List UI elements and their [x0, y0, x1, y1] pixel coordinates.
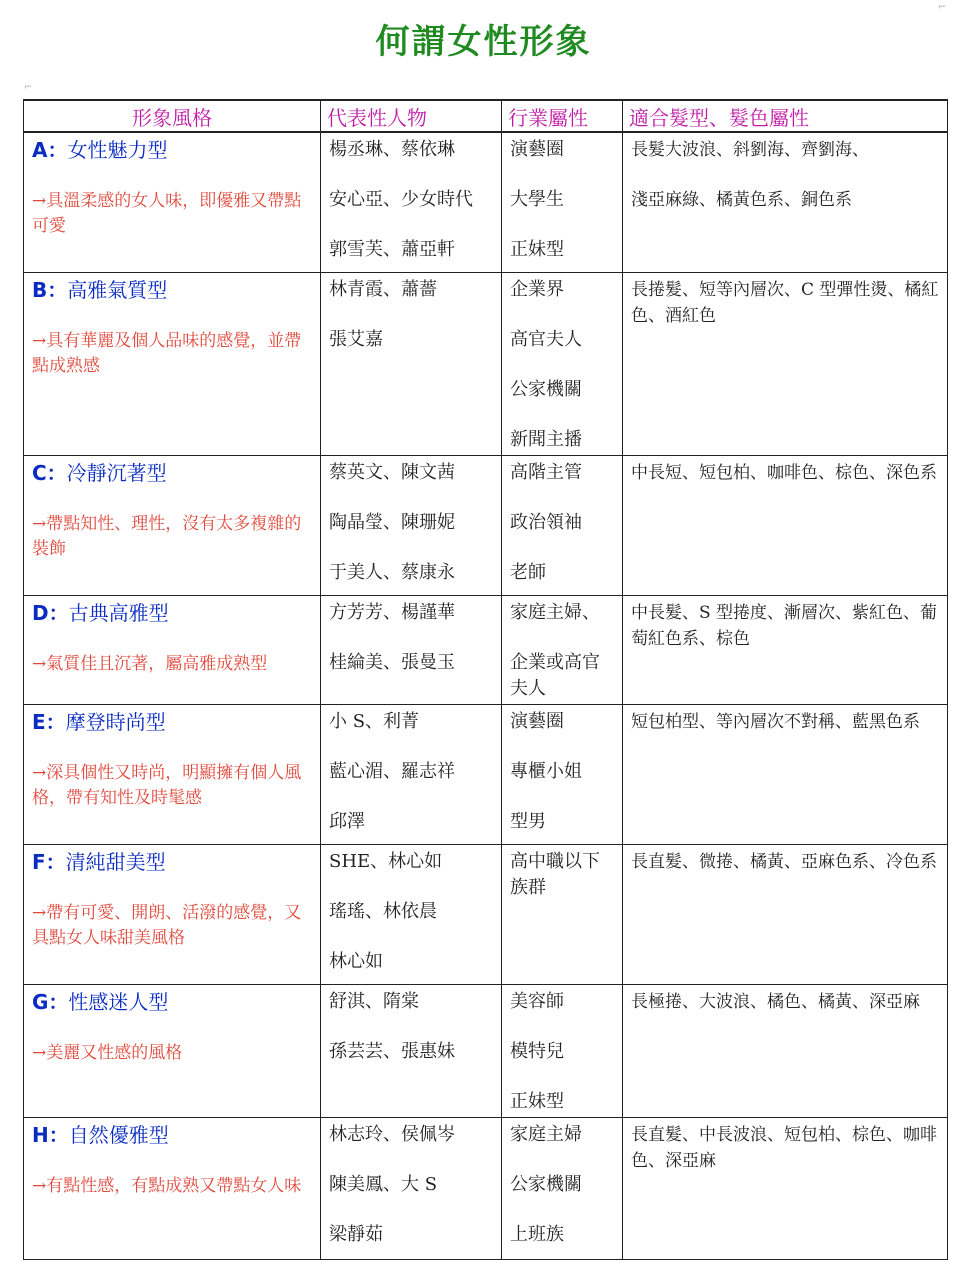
person-entry: 桂綸美、張曼玉 — [329, 651, 455, 673]
industry-entry: 高官夫人 — [510, 328, 582, 350]
person-entry: 瑤瑤、林依晨 — [329, 900, 437, 922]
person-entry: 梁靜茹 — [329, 1223, 383, 1245]
style-title: 自然優雅型 — [68, 1122, 169, 1147]
industry-entry: 專櫃小姐 — [510, 760, 582, 782]
style-title: 高雅氣質型 — [67, 277, 168, 302]
industry-cell — [502, 132, 623, 272]
style-cell — [24, 704, 321, 844]
person-entry: 安心亞、少女時代 — [329, 189, 473, 210]
hair-entry: 長極捲、大波浪、橘色、橘黃、深亞麻 — [631, 991, 920, 1012]
people-cell — [321, 595, 502, 704]
hair-entry: 長直髮、中長波浪、短包柏、棕色、咖啡色、深亞麻 — [631, 1124, 937, 1171]
style-letter: C： — [32, 460, 67, 485]
person-entry: 藍心湄、羅志祥 — [329, 760, 455, 782]
person-entry: 楊丞琳、蔡依琳 — [329, 139, 455, 160]
style-letter: A： — [32, 138, 68, 162]
style-description: →具有華麗及個人品味的感覺，並帶點成熟感 — [32, 330, 302, 376]
person-entry: 蔡英文、陳文茜 — [329, 461, 455, 483]
industry-entry: 型男 — [510, 810, 546, 832]
industry-entry: 美容師 — [510, 990, 564, 1012]
hair-cell — [623, 704, 948, 844]
hair-cell — [623, 272, 948, 455]
person-entry: 陶晶瑩、陳珊妮 — [329, 511, 455, 533]
corner-mark-icon: ⌐ — [24, 82, 33, 93]
industry-entry: 企業界 — [510, 278, 564, 300]
table-row — [24, 272, 948, 455]
hair-entry: 中長髮、S 型捲度、漸層次、紫紅色、葡萄紅色系、棕色 — [631, 602, 938, 649]
style-description: →具溫柔感的女人味，即優雅又帶點可愛 — [32, 191, 302, 236]
table-header-row — [24, 100, 948, 132]
header-people: 代表性人物 — [321, 100, 502, 132]
industry-entry: 上班族 — [510, 1223, 564, 1245]
style-name — [32, 709, 314, 735]
person-entry: 郭雪芙、蕭亞軒 — [329, 239, 455, 260]
table-row — [24, 595, 948, 704]
person-entry: 方芳芳、楊謹華 — [329, 601, 455, 623]
table-row — [24, 132, 948, 272]
style-cell — [24, 1117, 321, 1259]
style-description: →帶有可愛、開朗、活潑的感覺，又具點女人味甜美風格 — [32, 902, 302, 948]
style-letter: E： — [32, 709, 66, 734]
person-entry: 小 S、利菁 — [329, 710, 420, 732]
style-title: 古典高雅型 — [68, 600, 169, 625]
people-cell — [321, 132, 502, 272]
style-letter: H： — [32, 1122, 69, 1147]
style-name — [32, 1122, 314, 1148]
person-entry: 陳美鳳、大 S — [329, 1173, 438, 1195]
industry-entry: 模特兒 — [510, 1040, 564, 1062]
person-entry: 舒淇、隋棠 — [329, 990, 419, 1012]
hair-cell — [623, 132, 948, 272]
header-hair: 適合髮型、髮色屬性 — [623, 100, 948, 132]
person-entry: 張艾嘉 — [329, 328, 383, 350]
hair-entry: 短包柏型、等內層次不對稱、藍黑色系 — [631, 711, 920, 732]
style-description: →深具個性又時尚，明顯擁有個人風格，帶有知性及時髦感 — [32, 762, 302, 808]
style-letter: D： — [32, 600, 69, 625]
style-title: 性感迷人型 — [68, 989, 169, 1014]
industry-entry: 新聞主播 — [510, 428, 582, 450]
people-cell — [321, 984, 502, 1117]
header-industry: 行業屬性 — [502, 100, 623, 132]
style-letter: G： — [32, 989, 69, 1014]
person-entry: 林志玲、侯佩岑 — [329, 1123, 455, 1145]
person-entry: SHE、林心如 — [329, 850, 443, 872]
industry-cell — [502, 844, 623, 984]
person-entry: 于美人、蔡康永 — [329, 561, 455, 583]
style-cell — [24, 844, 321, 984]
table-row — [24, 984, 948, 1117]
table-row — [24, 1117, 948, 1259]
industry-cell — [502, 272, 623, 455]
style-title: 女性魅力型 — [67, 138, 168, 162]
table-row — [24, 844, 948, 984]
style-title: 冷靜沉著型 — [66, 460, 167, 485]
hair-entry: 長直髮、微捲、橘黃、亞麻色系、冷色系 — [631, 851, 937, 872]
people-cell — [321, 272, 502, 455]
industry-cell — [502, 984, 623, 1117]
style-cell — [24, 455, 321, 595]
style-title: 摩登時尚型 — [65, 709, 166, 734]
industry-entry: 公家機關 — [510, 1173, 582, 1195]
industry-cell — [502, 595, 623, 704]
style-description: →有點性感，有點成熟又帶點女人味 — [32, 1175, 302, 1196]
industry-entry: 企業或高官夫人 — [510, 651, 600, 699]
industry-cell — [502, 704, 623, 844]
hair-cell — [623, 595, 948, 704]
style-description: →美麗又性感的風格 — [32, 1042, 183, 1063]
industry-entry: 演藝圈 — [510, 139, 564, 160]
person-entry: 邱澤 — [329, 810, 365, 832]
table-row — [24, 704, 948, 844]
hair-entry: 長髮大波浪、斜劉海、齊劉海、 — [631, 140, 869, 160]
style-description: →帶點知性、理性，沒有太多複雜的裝飾 — [32, 513, 302, 559]
hair-entry: 中長短、短包柏、咖啡色、棕色、深色系 — [631, 462, 937, 483]
industry-entry: 高中職以下族群 — [510, 850, 600, 898]
hair-entry: 長捲髮、短等內層次、C 型彈性燙、橘紅色、酒紅色 — [631, 279, 939, 326]
style-name — [32, 277, 314, 303]
industry-cell — [502, 1117, 623, 1259]
industry-entry: 正妹型 — [510, 1090, 564, 1112]
style-name — [32, 137, 314, 163]
industry-entry: 正妹型 — [510, 239, 564, 260]
style-cell — [24, 132, 321, 272]
person-entry: 林心如 — [329, 950, 383, 972]
hair-entry: 淺亞麻綠、橘黃色系、銅色系 — [631, 190, 852, 210]
industry-entry: 老師 — [510, 561, 546, 583]
style-name — [32, 989, 314, 1015]
hair-cell — [623, 844, 948, 984]
industry-entry: 家庭主婦、 — [510, 601, 600, 623]
style-name — [32, 849, 314, 875]
people-cell — [321, 455, 502, 595]
person-entry: 林青霞、蕭薔 — [329, 278, 437, 300]
industry-entry: 大學生 — [510, 189, 564, 210]
style-name — [32, 460, 314, 486]
style-cell — [24, 272, 321, 455]
style-cell — [24, 984, 321, 1117]
people-cell — [321, 704, 502, 844]
style-description: →氣質佳且沉著，屬高雅成熟型 — [32, 653, 268, 674]
image-style-table — [23, 99, 948, 1260]
industry-entry: 家庭主婦 — [510, 1123, 582, 1145]
industry-entry: 政治領袖 — [510, 511, 582, 533]
industry-entry: 高階主管 — [510, 461, 582, 483]
people-cell — [321, 844, 502, 984]
style-title: 清純甜美型 — [65, 849, 166, 874]
industry-entry: 公家機關 — [510, 378, 582, 400]
table-row — [24, 455, 948, 595]
style-letter: B： — [32, 277, 68, 302]
style-cell — [24, 595, 321, 704]
industry-entry: 演藝圈 — [510, 710, 564, 732]
style-letter: F： — [32, 849, 66, 874]
industry-cell — [502, 455, 623, 595]
corner-mark-icon: ⌐ — [938, 2, 947, 13]
person-entry: 孫芸芸、張惠妹 — [329, 1040, 455, 1062]
hair-cell — [623, 984, 948, 1117]
hair-cell — [623, 1117, 948, 1259]
people-cell — [321, 1117, 502, 1259]
page-title: 何謂女性形象 — [375, 22, 592, 62]
hair-cell — [623, 455, 948, 595]
header-style: 形象風格 — [24, 100, 321, 132]
style-name — [32, 600, 314, 626]
